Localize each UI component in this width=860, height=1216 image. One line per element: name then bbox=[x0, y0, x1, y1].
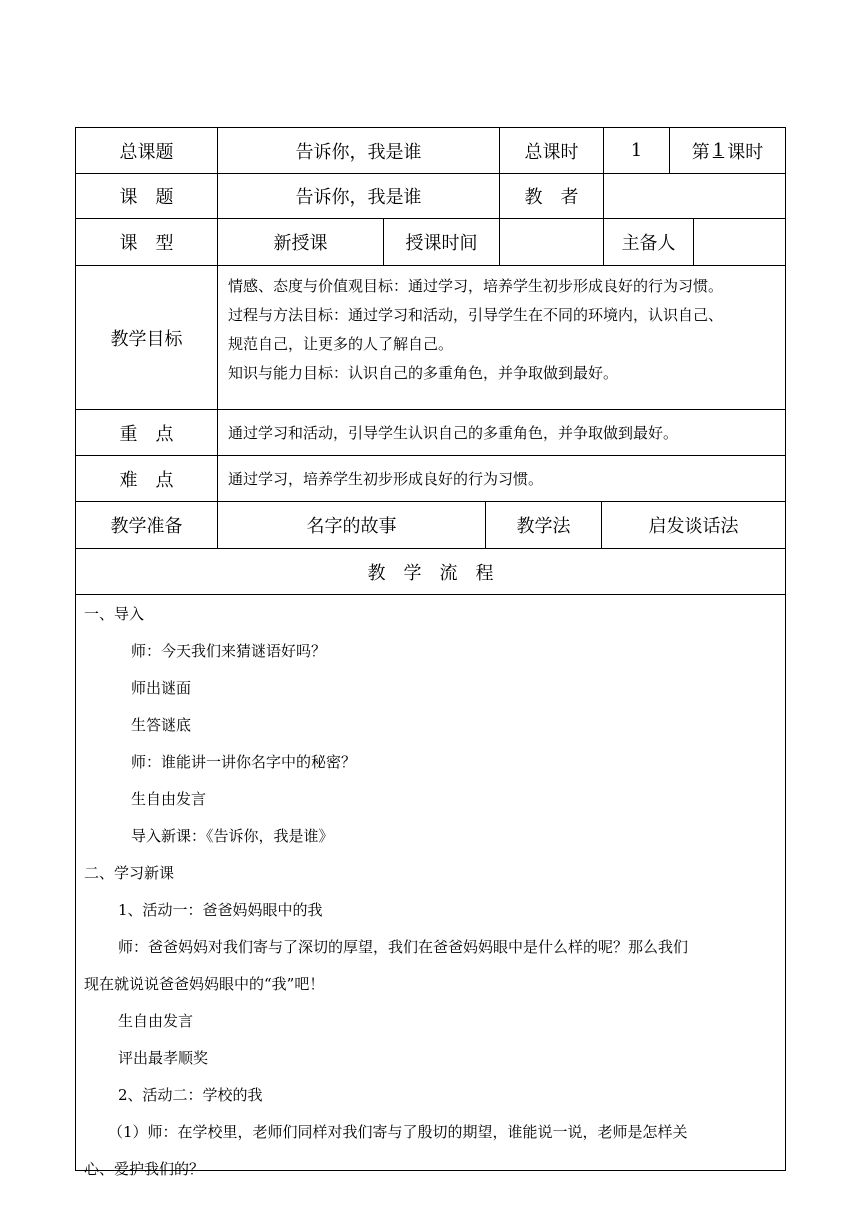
lesson-prefix: 第 bbox=[691, 141, 710, 163]
preparer-label: 主备人 bbox=[604, 219, 694, 265]
objective-line: 知识与能力目标：认识自己的多重角色，并争取做到最好。 bbox=[228, 364, 619, 382]
flow-line: 师：谁能讲一讲你名字中的秘密？ bbox=[131, 753, 357, 771]
objectives-label: 教学目标 bbox=[76, 266, 218, 409]
teacher-label: 教 者 bbox=[500, 174, 604, 218]
class-time-value bbox=[500, 219, 604, 265]
lesson-type-value: 新授课 bbox=[218, 219, 384, 265]
flow-line: 师：爸爸妈妈对我们寄与了深切的厚望，我们在爸爸妈妈眼中是什么样的呢？那么我们 bbox=[118, 938, 689, 956]
preparation-value: 名字的故事 bbox=[218, 502, 486, 548]
objective-line: 规范自己，让更多的人了解自己。 bbox=[228, 335, 454, 353]
flow-line: 心、爱护我们的？ bbox=[84, 1160, 205, 1178]
row-flow-title bbox=[76, 549, 785, 595]
row-topic bbox=[76, 174, 785, 219]
class-time-label: 授课时间 bbox=[384, 219, 500, 265]
key-point-label: 重 点 bbox=[76, 410, 218, 455]
total-lessons-value: 1 bbox=[604, 128, 670, 173]
flow-heading: 二、学习新课 bbox=[84, 864, 175, 882]
general-topic-label: 总课题 bbox=[76, 128, 218, 173]
flow-title: 教 学 流 程 bbox=[367, 562, 494, 584]
flow-line: 生自由发言 bbox=[131, 790, 207, 808]
difficulty-text: 通过学习，培养学生初步形成良好的行为习惯。 bbox=[228, 470, 544, 488]
flow-line: 生答谜底 bbox=[131, 716, 192, 734]
lesson-number bbox=[670, 128, 785, 173]
difficulty-label: 难 点 bbox=[76, 456, 218, 501]
flow-line: 师：今天我们来猜谜语好吗？ bbox=[131, 642, 327, 660]
total-lessons-label: 总课时 bbox=[500, 128, 604, 173]
lesson-number-value: 1 bbox=[712, 140, 725, 161]
flow-heading: 一、导入 bbox=[84, 605, 145, 623]
topic-value: 告诉你，我是谁 bbox=[218, 174, 500, 218]
flow-line: 现在就说说爸爸妈妈眼中的“我”吧！ bbox=[84, 975, 325, 993]
flow-line: （1）师：在学校里，老师们同样对我们寄与了殷切的期望，谁能说一说，老师是怎样关 bbox=[108, 1123, 688, 1141]
row-preparation bbox=[76, 502, 785, 549]
flow-line: 导入新课：《告诉你，我是谁》 bbox=[131, 827, 334, 845]
teaching-method-label: 教学法 bbox=[486, 502, 602, 548]
row-lesson-type bbox=[76, 219, 785, 266]
flow-line: 师出谜面 bbox=[131, 679, 192, 697]
flow-line: 1、活动一：爸爸妈妈眼中的我 bbox=[118, 901, 323, 919]
topic-label: 课 题 bbox=[76, 174, 218, 218]
lesson-plan-table bbox=[75, 127, 786, 1178]
key-point-text: 通过学习和活动，引导学生认识自己的多重角色，并争取做到最好。 bbox=[228, 424, 679, 442]
lesson-type-label: 课 型 bbox=[76, 219, 218, 265]
general-topic-value: 告诉你，我是谁 bbox=[218, 128, 500, 173]
objective-line: 情感、态度与价值观目标：通过学习，培养学生初步形成良好的行为习惯。 bbox=[228, 277, 724, 295]
teacher-value bbox=[604, 174, 785, 218]
preparer-value bbox=[694, 219, 785, 265]
flow-line: 2、活动二：学校的我 bbox=[118, 1086, 263, 1104]
lesson-suffix: 课时 bbox=[727, 141, 764, 163]
row-objectives bbox=[76, 266, 785, 410]
flow-line: 评出最孝顺奖 bbox=[118, 1049, 209, 1067]
row-general-topic bbox=[76, 128, 785, 174]
flow-line: 生自由发言 bbox=[118, 1012, 194, 1030]
objectives-text bbox=[218, 266, 785, 409]
objective-line: 过程与方法目标：通过学习和活动，引导学生在不同的环境内，认识自己、 bbox=[228, 306, 724, 324]
row-difficulty bbox=[76, 456, 785, 502]
teaching-method-value: 启发谈话法 bbox=[648, 516, 739, 537]
preparation-label: 教学准备 bbox=[76, 502, 218, 548]
row-key-point bbox=[76, 410, 785, 456]
